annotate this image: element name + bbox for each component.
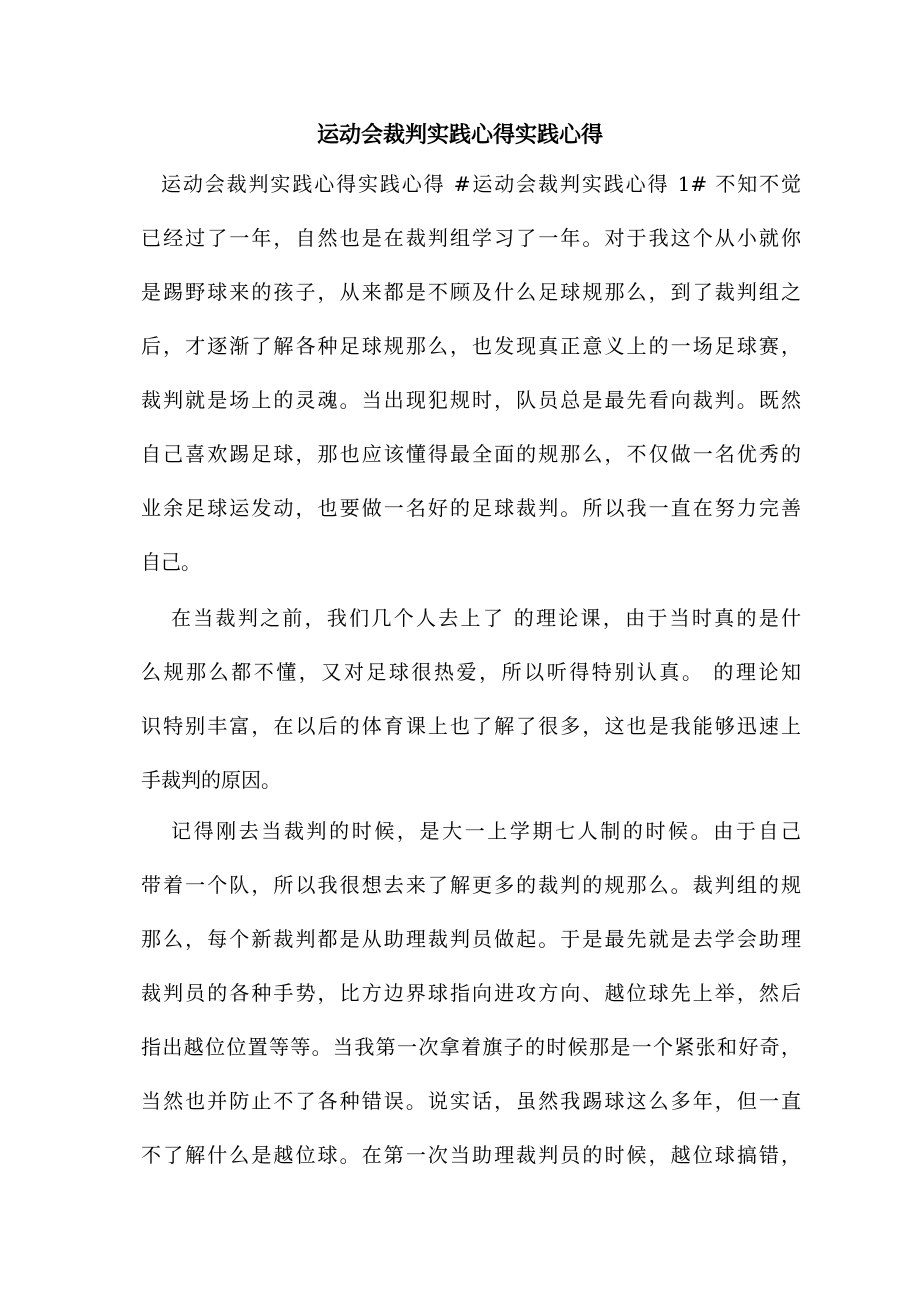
text-line: 已经过了一年，自然也是在裁判组学习了一年。对于我这个从小就你	[141, 226, 801, 250]
text-line: 那么，每个新裁判都是从助理裁判员做起。于是最先就是去学会助理	[141, 927, 801, 951]
text-line: 裁判就是场上的灵魂。当出现犯规时，队员总是最先看向裁判。既然	[141, 388, 801, 412]
text-line: 在当裁判之前，我们几个人去上了 的理论课，由于当时真的是什	[171, 606, 801, 630]
text-line: 业余足球运发动，也要做一名好的足球裁判。所以我一直在努力完善	[141, 496, 801, 520]
text-line: 指出越位位置等等。当我第一次拿着旗子的时候那是一个紧张和好奇，	[141, 1035, 801, 1059]
paragraph-3	[141, 804, 801, 1182]
text-line: 当然也并防止不了各种错误。说实话，虽然我踢球这么多年，但一直	[141, 1089, 801, 1113]
text-line: 记得刚去当裁判的时候，是大一上学期七人制的时候。由于自己	[171, 819, 801, 843]
text-line: 么规那么都不懂，又对足球很热爱，所以听得特别认真。 的理论知	[141, 660, 801, 684]
text-line: 后，才逐渐了解各种足球规那么，也发现真正意义上的一场足球赛，	[141, 334, 801, 358]
paragraph-2	[141, 591, 801, 807]
document-title: 运动会裁判实践心得实践心得	[316, 122, 603, 148]
text-line: 自己。	[141, 550, 201, 574]
text-line: 手裁判的原因。	[141, 768, 281, 792]
paragraph-1	[141, 157, 801, 589]
text-line: 运动会裁判实践心得实践心得 #运动会裁判实践心得 1# 不知不觉	[161, 172, 801, 196]
text-line: 识特别丰富，在以后的体育课上也了解了很多，这也是我能够迅速上	[141, 714, 801, 738]
text-line: 裁判员的各种手势，比方边界球指向进攻方向、越位球先上举，然后	[141, 981, 801, 1005]
text-line: 是踢野球来的孩子，从来都是不顾及什么足球规那么，到了裁判组之	[141, 280, 801, 304]
text-line: 带着一个队，所以我很想去来了解更多的裁判的规那么。裁判组的规	[141, 873, 801, 897]
text-line: 不了解什么是越位球。在第一次当助理裁判员的时候，越位球搞错，	[141, 1143, 801, 1167]
text-line: 自己喜欢踢足球，那也应该懂得最全面的规那么，不仅做一名优秀的	[141, 442, 801, 466]
